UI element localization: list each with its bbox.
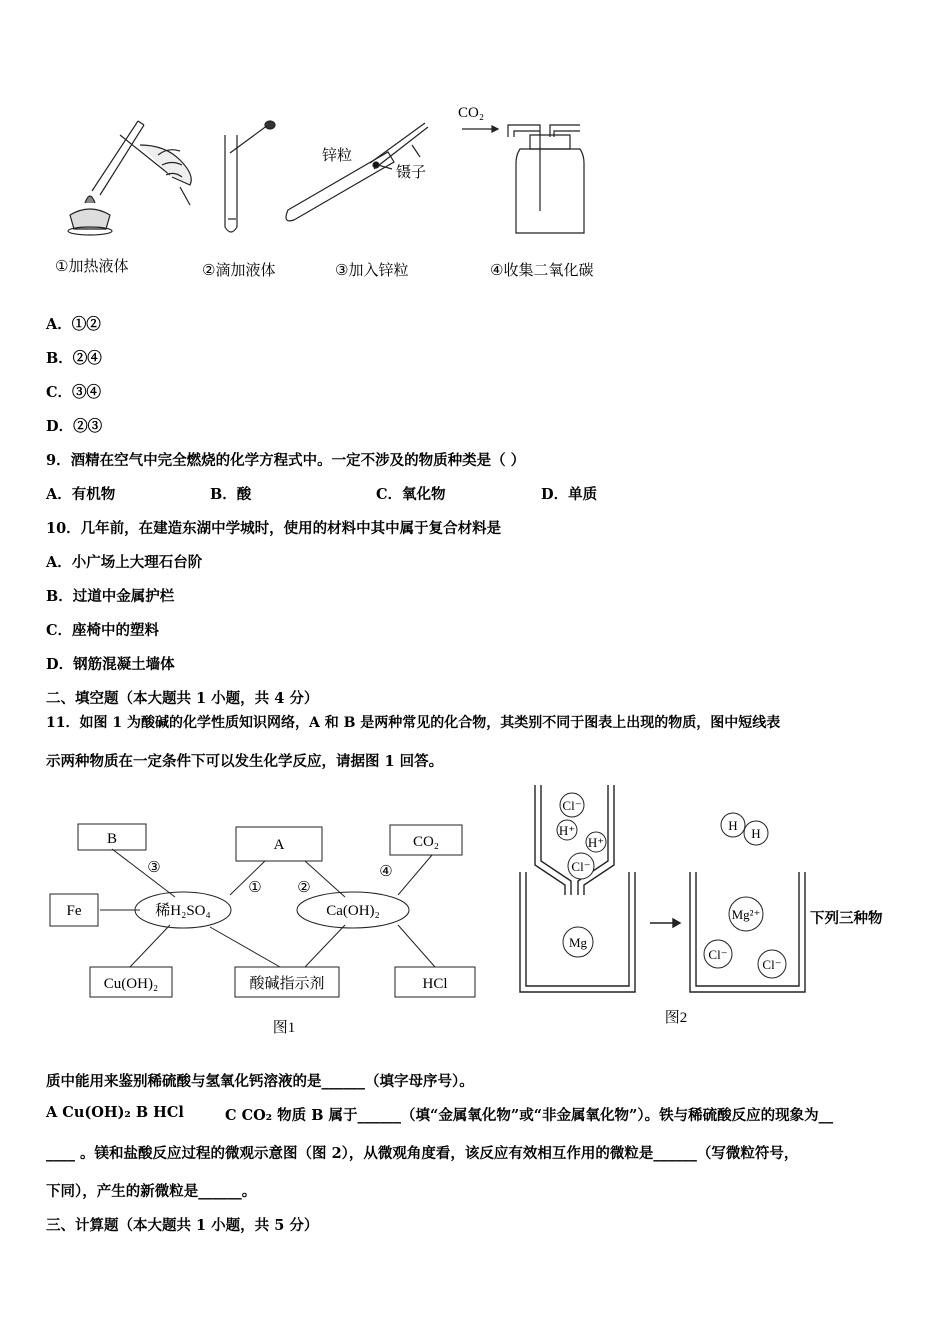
particle-mg2: Mg²⁺ xyxy=(731,907,761,922)
q11-line1: 11．如图 1 为酸碱的化学性质知识网络，A 和 B 是两种常见的化合物，其类别不同于图表上出现的物质，图中短线表 xyxy=(46,715,781,731)
q8-option-b: B．②④ xyxy=(46,350,102,367)
particle-cl-4: Cl⁻ xyxy=(762,957,782,972)
particle-h-2: H⁺ xyxy=(587,835,605,850)
particle-h-atom-2: H xyxy=(751,826,761,841)
q10-option-b: B．过道中金属护栏 xyxy=(46,588,175,605)
h2so4-label: 稀H₂SO₄ xyxy=(155,903,211,919)
q9-stem: 9．酒精在空气中完全燃烧的化学方程式中。一定不涉及的物质种类是（ ） xyxy=(46,452,526,469)
box-cuoh2-label: Cu(OH)₂ xyxy=(103,976,159,992)
box-b-label: B xyxy=(106,831,118,847)
particle-cl-3: Cl⁻ xyxy=(708,947,728,962)
particle-cl-1: Cl⁻ xyxy=(562,798,582,813)
q9-option-a: A．有机物 xyxy=(46,486,116,503)
link-number-1: ① xyxy=(248,880,262,896)
q11-line4: ____ 。镁和盐酸反应过程的微观示意图（图 2），从微观角度看，该反应有效相互作用的微粒是______（写微粒符号， xyxy=(46,1145,799,1162)
box-co2-label: CO₂ xyxy=(412,834,440,850)
q11-line2: 示两种物质在一定条件下可以发生化学反应，请据图 1 回答。 xyxy=(46,753,444,770)
caoh2-label: Ca(OH)₂ xyxy=(326,903,380,919)
q8-option-d: D．②③ xyxy=(46,418,103,435)
q8-option-c: C．③④ xyxy=(46,384,102,401)
tweezers-label: 镊子 xyxy=(396,165,427,181)
dropping-liquid-illustration xyxy=(225,121,275,232)
caption-dropping-liquid: ②滴加液体 xyxy=(202,261,276,279)
link-number-4: ④ xyxy=(379,864,393,880)
zinc-granule-label: 锌粒 xyxy=(322,148,353,164)
caption-adding-zinc: ③加入锌粒 xyxy=(335,261,409,279)
fig2-side-text: 下列三种物 xyxy=(810,910,883,927)
link-number-2: ② xyxy=(297,880,311,896)
q10-option-a: A．小广场上大理石台阶 xyxy=(46,554,203,571)
heating-liquid-illustration xyxy=(68,121,191,235)
figure1-caption: 图1 xyxy=(272,1020,296,1036)
figure2-diagram xyxy=(510,780,810,1035)
q8-option-a: A．①② xyxy=(46,316,101,333)
q9-option-c: C．氧化物 xyxy=(376,486,446,503)
link-number-3: ③ xyxy=(147,860,161,876)
box-hcl-label: HCl xyxy=(422,976,448,992)
q10-stem: 10．几年前，在建造东湖中学城时，使用的材料中其中属于复合材料是 xyxy=(46,520,502,537)
particle-mg: Mg xyxy=(568,935,588,950)
caption-heating-liquid: ①加热液体 xyxy=(55,257,129,275)
figure1-diagram xyxy=(40,815,490,1040)
caption-collecting-co2: ④收集二氧化碳 xyxy=(490,261,594,279)
section2-heading: 二、填空题（本大题共 1 小题，共 4 分） xyxy=(46,690,319,707)
particle-cl-2: Cl⁻ xyxy=(571,859,591,874)
co2-arrow-label: CO₂ xyxy=(458,105,485,121)
particle-h-atom-1: H xyxy=(728,818,738,833)
box-indicator-label: 酸碱指示剂 xyxy=(249,976,325,992)
box-a-label: A xyxy=(273,837,285,853)
q10-option-c: C．座椅中的塑料 xyxy=(46,622,160,639)
particle-h-1: H⁺ xyxy=(558,823,576,838)
right-beaker xyxy=(690,872,805,992)
q11-line5: 下同），产生的新微粒是______。 xyxy=(46,1183,257,1200)
q11-after-line1: 质中能用来鉴别稀硫酸与氢氧化钙溶液的是______（填字母序号）。 xyxy=(46,1073,474,1090)
q9-option-d: D．单质 xyxy=(541,486,598,503)
box-fe-label: Fe xyxy=(66,903,82,919)
q11-options-a: A Cu(OH)₂ B HCl xyxy=(46,1104,184,1121)
q10-option-d: D．钢筋混凝土墙体 xyxy=(46,656,175,673)
gas-bottle-illustration xyxy=(462,125,584,233)
q9-option-b: B．酸 xyxy=(210,486,252,503)
section3-heading: 三、计算题（本大题共 1 小题，共 5 分） xyxy=(46,1217,319,1234)
figure2-caption: 图2 xyxy=(664,1010,688,1026)
q11-options-c: C CO₂ 物质 B 属于______（填“金属氧化物”或“非金属氧化物”）。铁与稀硫酸反应的现象为__ xyxy=(225,1107,834,1124)
